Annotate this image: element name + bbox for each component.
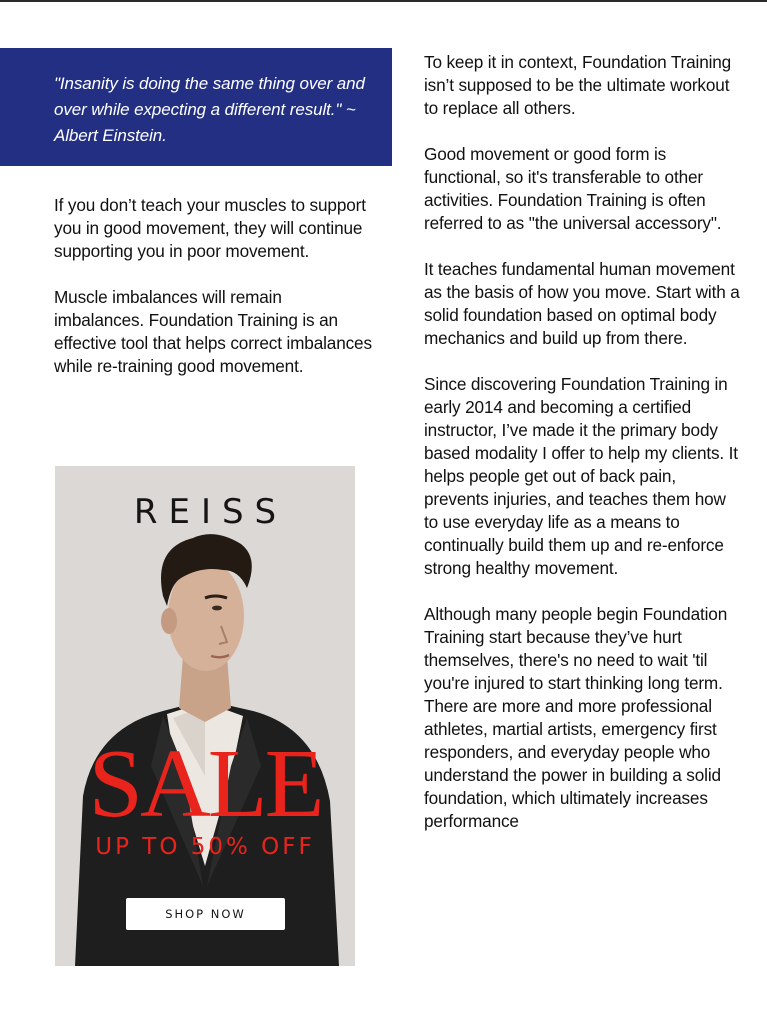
paragraph: Muscle imbalances will remain imbalances. Foundation Training is an effective tool that helps correct imbalances while re-training good movement. — [54, 287, 372, 376]
paragraph: Good movement or good form is functional, so it's transferable to other activities. Foundation Training is often referred to as "the universal accessory". — [424, 144, 722, 233]
quote-box — [0, 48, 392, 166]
right-column — [424, 51, 744, 856]
model-photo — [55, 466, 355, 966]
paragraph: If you don’t teach your muscles to support you in good movement, they will continue supporting you in poor movement. — [54, 195, 366, 261]
sale-headline: SALE — [88, 730, 322, 838]
brand-logo: REISS — [133, 492, 288, 532]
paragraph: To keep it in context, Foundation Training isn’t supposed to be the ultimate workout to replace all others. — [424, 52, 732, 118]
top-rule — [0, 0, 767, 2]
shop-now-button[interactable]: SHOP NOW — [126, 898, 285, 930]
advertisement-banner[interactable] — [55, 466, 355, 966]
left-column — [54, 194, 374, 401]
paragraph: It teaches fundamental human movement as the basis of how you move. Start with a solid foundation based on optimal body mechanics and build up from there. — [424, 259, 740, 348]
paragraph: Although many people begin Foundation Training start because they’ve hurt themselves, there's no need to wait 'til you're injured to start thinking long term. There are more and more professional athletes, martial artists, emergency first responders, and everyday people who understand the power in building a solid foundation, which ultimately increases performance — [424, 604, 728, 831]
quote-text: "Insanity is doing the same thing over and over while expecting a different result." ~ Albert Einstein. — [54, 74, 365, 145]
paragraph: Since discovering Foundation Training in early 2014 and becoming a certified instructor, I’ve made it the primary body based modality I offer to help my clients. It helps people get out of back pain, prevents injuries, and teaches them how to use everyday life as a means to continually build them up and re-enforce strong healthy movement. — [424, 374, 738, 578]
discount-text: UP TO 50% OFF — [95, 834, 315, 860]
